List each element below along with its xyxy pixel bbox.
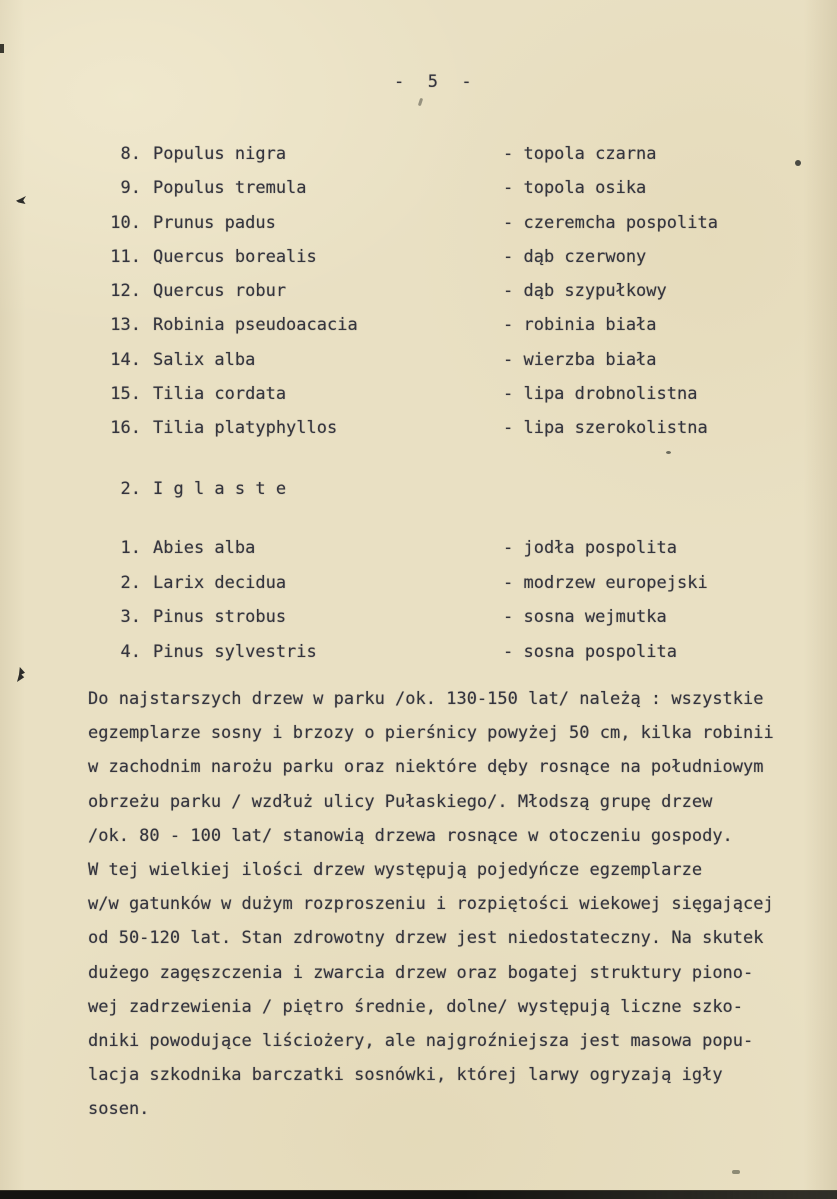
species-number: 10. bbox=[110, 212, 141, 233]
paragraph-line: dużego zagęszczenia i zwarcia drzew oraz bogatej struktury piono- bbox=[88, 962, 754, 983]
species-number: 16. bbox=[110, 418, 141, 439]
species-latin-name: Populus nigra bbox=[153, 144, 287, 164]
species-latin-name: Pinus strobus bbox=[153, 607, 287, 628]
species-polish-name: - jodła pospolita bbox=[503, 538, 677, 558]
paragraph-line: obrzeżu parku / wzdłuż ulicy Pułaskiego/. Młodszą grupę drzew bbox=[88, 791, 713, 812]
species-polish-name: - sosna pospolita bbox=[503, 641, 677, 662]
species-row bbox=[0, 377, 837, 411]
species-number: 11. bbox=[110, 246, 141, 267]
species-number: 15. bbox=[110, 384, 141, 405]
species-polish-name: - wierzba biała bbox=[503, 349, 657, 370]
paragraph-line: w/w gatunków w dużym rozproszeniu i rozpiętości wiekowej sięgającej bbox=[88, 894, 774, 915]
species-latin-name: Tilia cordata bbox=[153, 384, 287, 405]
species-number: 1. bbox=[120, 538, 141, 558]
species-row bbox=[0, 600, 837, 635]
species-row bbox=[0, 343, 837, 377]
species-latin-name: Quercus borealis bbox=[153, 246, 317, 267]
species-latin-name: Populus tremula bbox=[153, 178, 307, 199]
paragraph-line: Do najstarszych drzew w parku /ok. 130-150 lat/ należą : wszystkie bbox=[88, 689, 764, 709]
species-polish-name: - robinia biała bbox=[503, 315, 657, 336]
section-title: I g l a s t e bbox=[153, 479, 287, 499]
species-number: 4. bbox=[120, 641, 141, 662]
species-row bbox=[0, 171, 837, 205]
species-polish-name: - czeremcha pospolita bbox=[503, 212, 718, 233]
paragraph-line: W tej wielkiej ilości drzew występują pojedyńcze egzemplarze bbox=[88, 859, 703, 880]
species-row bbox=[0, 206, 837, 240]
species-row bbox=[0, 240, 837, 274]
species-latin-name: Prunus padus bbox=[153, 212, 276, 233]
species-number: 12. bbox=[110, 281, 141, 302]
scan-bottom-edge bbox=[0, 1190, 837, 1199]
species-latin-name: Tilia platyphyllos bbox=[153, 418, 338, 439]
species-row bbox=[0, 635, 837, 670]
species-latin-name: Salix alba bbox=[153, 349, 256, 370]
species-latin-name: Larix decidua bbox=[153, 572, 287, 593]
species-polish-name: - lipa drobnolistna bbox=[503, 384, 698, 405]
species-latin-name: Abies alba bbox=[153, 538, 256, 558]
paragraph-line: lacja szkodnika barczatki sosnówki, której larwy ogryzają igły bbox=[88, 1065, 723, 1086]
paragraph-line: /ok. 80 - 100 lat/ stanowią drzewa rosnące w otoczeniu gospody. bbox=[88, 825, 733, 846]
paragraph-line: dniki powodujące liściożery, ale najgroźniejsza jest masowa popu- bbox=[88, 1030, 754, 1051]
ink-speck bbox=[732, 1170, 740, 1174]
species-polish-name: - topola czarna bbox=[503, 144, 657, 164]
paragraph-line: w zachodnim narożu parku oraz niektóre dęby rosnące na południowym bbox=[88, 757, 764, 778]
conifer-species-list bbox=[0, 531, 837, 669]
species-row bbox=[0, 411, 837, 445]
paragraph-line: egzemplarze sosny i brzozy o pierśnicy powyżej 50 cm, kilka robinii bbox=[88, 723, 774, 744]
species-polish-name: - lipa szerokolistna bbox=[503, 418, 708, 439]
paragraph-line: wej zadrzewienia / piętro średnie, dolne/ występują liczne szko- bbox=[88, 996, 744, 1017]
ink-speck bbox=[666, 451, 671, 454]
species-polish-name: - dąb szypułkowy bbox=[503, 281, 667, 302]
species-number: 14. bbox=[110, 349, 141, 370]
species-row bbox=[0, 308, 837, 342]
body-paragraph bbox=[88, 682, 788, 1126]
page-number: - 5 - bbox=[394, 72, 473, 92]
species-row bbox=[0, 274, 837, 308]
ink-speck bbox=[795, 160, 801, 166]
paragraph-line: sosen. bbox=[88, 1099, 150, 1120]
paragraph-line: od 50-120 lat. Stan zdrowotny drzew jest niedostateczny. Na skutek bbox=[88, 928, 764, 949]
species-latin-name: Quercus robur bbox=[153, 281, 287, 302]
species-number: 9. bbox=[120, 178, 141, 199]
deciduous-species-list bbox=[0, 137, 837, 446]
species-polish-name: - topola osika bbox=[503, 178, 647, 199]
species-polish-name: - sosna wejmutka bbox=[503, 607, 667, 628]
species-polish-name: - modrzew europejski bbox=[503, 572, 708, 593]
species-number: 8. bbox=[120, 144, 141, 164]
species-latin-name: Pinus sylvestris bbox=[153, 641, 317, 662]
species-number: 13. bbox=[110, 315, 141, 336]
species-number: 3. bbox=[120, 607, 141, 628]
species-row bbox=[0, 566, 837, 601]
ink-speck bbox=[418, 98, 423, 107]
scan-edge-artifact bbox=[0, 44, 4, 53]
species-latin-name: Robinia pseudoacacia bbox=[153, 315, 358, 336]
species-row bbox=[0, 531, 837, 566]
species-number: 2. bbox=[120, 572, 141, 593]
species-polish-name: - dąb czerwony bbox=[503, 246, 647, 267]
section-number: 2. bbox=[120, 479, 141, 499]
conifer-section-heading bbox=[0, 472, 837, 506]
species-row bbox=[0, 137, 837, 171]
